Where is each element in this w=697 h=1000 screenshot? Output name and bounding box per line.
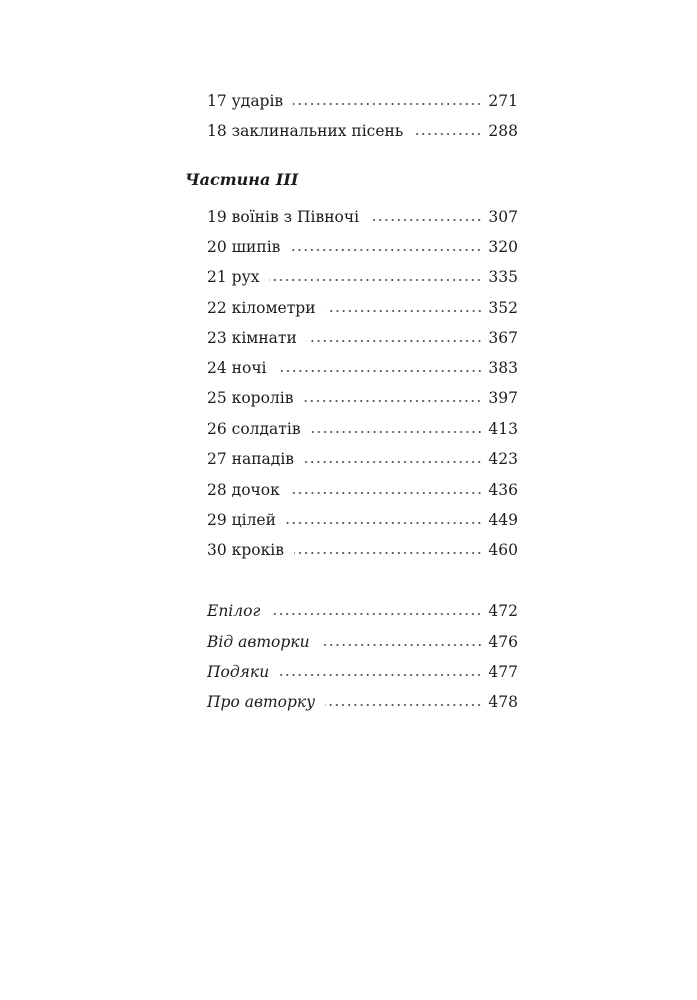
- toc-entry-title: 25 королів: [207, 389, 294, 407]
- dot-leader: [326, 310, 483, 312]
- toc-entry-page: 460: [488, 541, 518, 559]
- toc-entry-title: 28 дочок: [207, 481, 280, 499]
- toc-entry-title: 30 кроків: [207, 541, 284, 559]
- toc-entry-title: Від авторки: [207, 633, 310, 651]
- toc-entry: [207, 262, 518, 292]
- dot-leader: [303, 400, 482, 402]
- toc-entry-page: 413: [488, 420, 518, 438]
- toc-entry-page: 271: [488, 92, 518, 110]
- dot-leader: [293, 103, 482, 105]
- toc-entry-title: 22 кілометри: [207, 299, 316, 317]
- toc-entry-title: 24 ночі: [207, 359, 267, 377]
- toc-entry-page: 436: [488, 481, 518, 499]
- dot-leader: [279, 674, 482, 676]
- toc-entry: [207, 383, 518, 413]
- toc-entry-title: 19 воїнів з Півночі: [207, 208, 360, 226]
- toc-entry-page: 288: [488, 122, 518, 140]
- toc-entry-title: Подяки: [207, 663, 270, 681]
- toc-entry-page: 307: [488, 208, 518, 226]
- toc-entry: [207, 596, 518, 626]
- toc-entry-title: 29 цілей: [207, 511, 276, 529]
- toc-entry: [207, 353, 518, 383]
- dot-leader: [270, 613, 482, 615]
- toc-entry: [207, 232, 518, 262]
- toc-entry: [207, 444, 518, 474]
- toc-entry: [207, 323, 518, 353]
- dot-leader: [286, 522, 482, 524]
- dot-leader: [307, 340, 483, 342]
- toc-entry-title: 17 ударів: [207, 92, 284, 110]
- toc-entry-page: 478: [488, 693, 518, 711]
- toc-entry-page: 476: [488, 633, 518, 651]
- dot-leader: [311, 431, 483, 433]
- toc-entry-page: 320: [488, 238, 518, 256]
- toc-entry-page: 472: [488, 602, 518, 620]
- toc-entry: [207, 475, 518, 505]
- dot-leader: [413, 133, 482, 135]
- dot-leader: [294, 552, 482, 554]
- toc-entry-title: 18 заклинальних пісень: [207, 122, 404, 140]
- toc-entry: [207, 414, 518, 444]
- toc-entry-title: 27 нападів: [207, 450, 295, 468]
- toc-entry-title: 26 солдатів: [207, 420, 301, 438]
- toc-entry: [207, 535, 518, 565]
- toc-entry: [207, 86, 518, 116]
- toc-entry-title: 20 шипів: [207, 238, 281, 256]
- dot-leader: [277, 370, 483, 372]
- toc-entry-page: 352: [488, 299, 518, 317]
- dot-leader: [269, 279, 482, 281]
- toc-entry: [207, 657, 518, 687]
- toc-entry-title: Епілог: [207, 602, 261, 620]
- toc-entry-page: 397: [488, 389, 518, 407]
- toc-entry-page: 423: [488, 450, 518, 468]
- dot-leader: [290, 249, 482, 251]
- toc-entry-page: 367: [488, 329, 518, 347]
- toc-entry-title: 21 рух: [207, 268, 260, 286]
- dot-leader: [304, 461, 482, 463]
- dot-leader: [369, 219, 482, 221]
- part-heading: Частина III: [185, 170, 299, 189]
- toc-entry-title: 23 кімнати: [207, 329, 297, 347]
- dot-leader: [290, 492, 483, 494]
- toc-entry: [207, 293, 518, 323]
- dot-leader: [320, 644, 483, 646]
- toc-entry: [207, 202, 518, 232]
- toc-entry: [207, 627, 518, 657]
- dot-leader: [325, 704, 482, 706]
- toc-entry-page: 383: [488, 359, 518, 377]
- toc-entry-page: 449: [488, 511, 518, 529]
- toc-entry: [207, 505, 518, 535]
- toc-entry: [207, 116, 518, 146]
- toc-entry-page: 335: [488, 268, 518, 286]
- toc-entry-page: 477: [488, 663, 518, 681]
- toc-entry: [207, 687, 518, 717]
- toc-entry-title: Про авторку: [207, 693, 316, 711]
